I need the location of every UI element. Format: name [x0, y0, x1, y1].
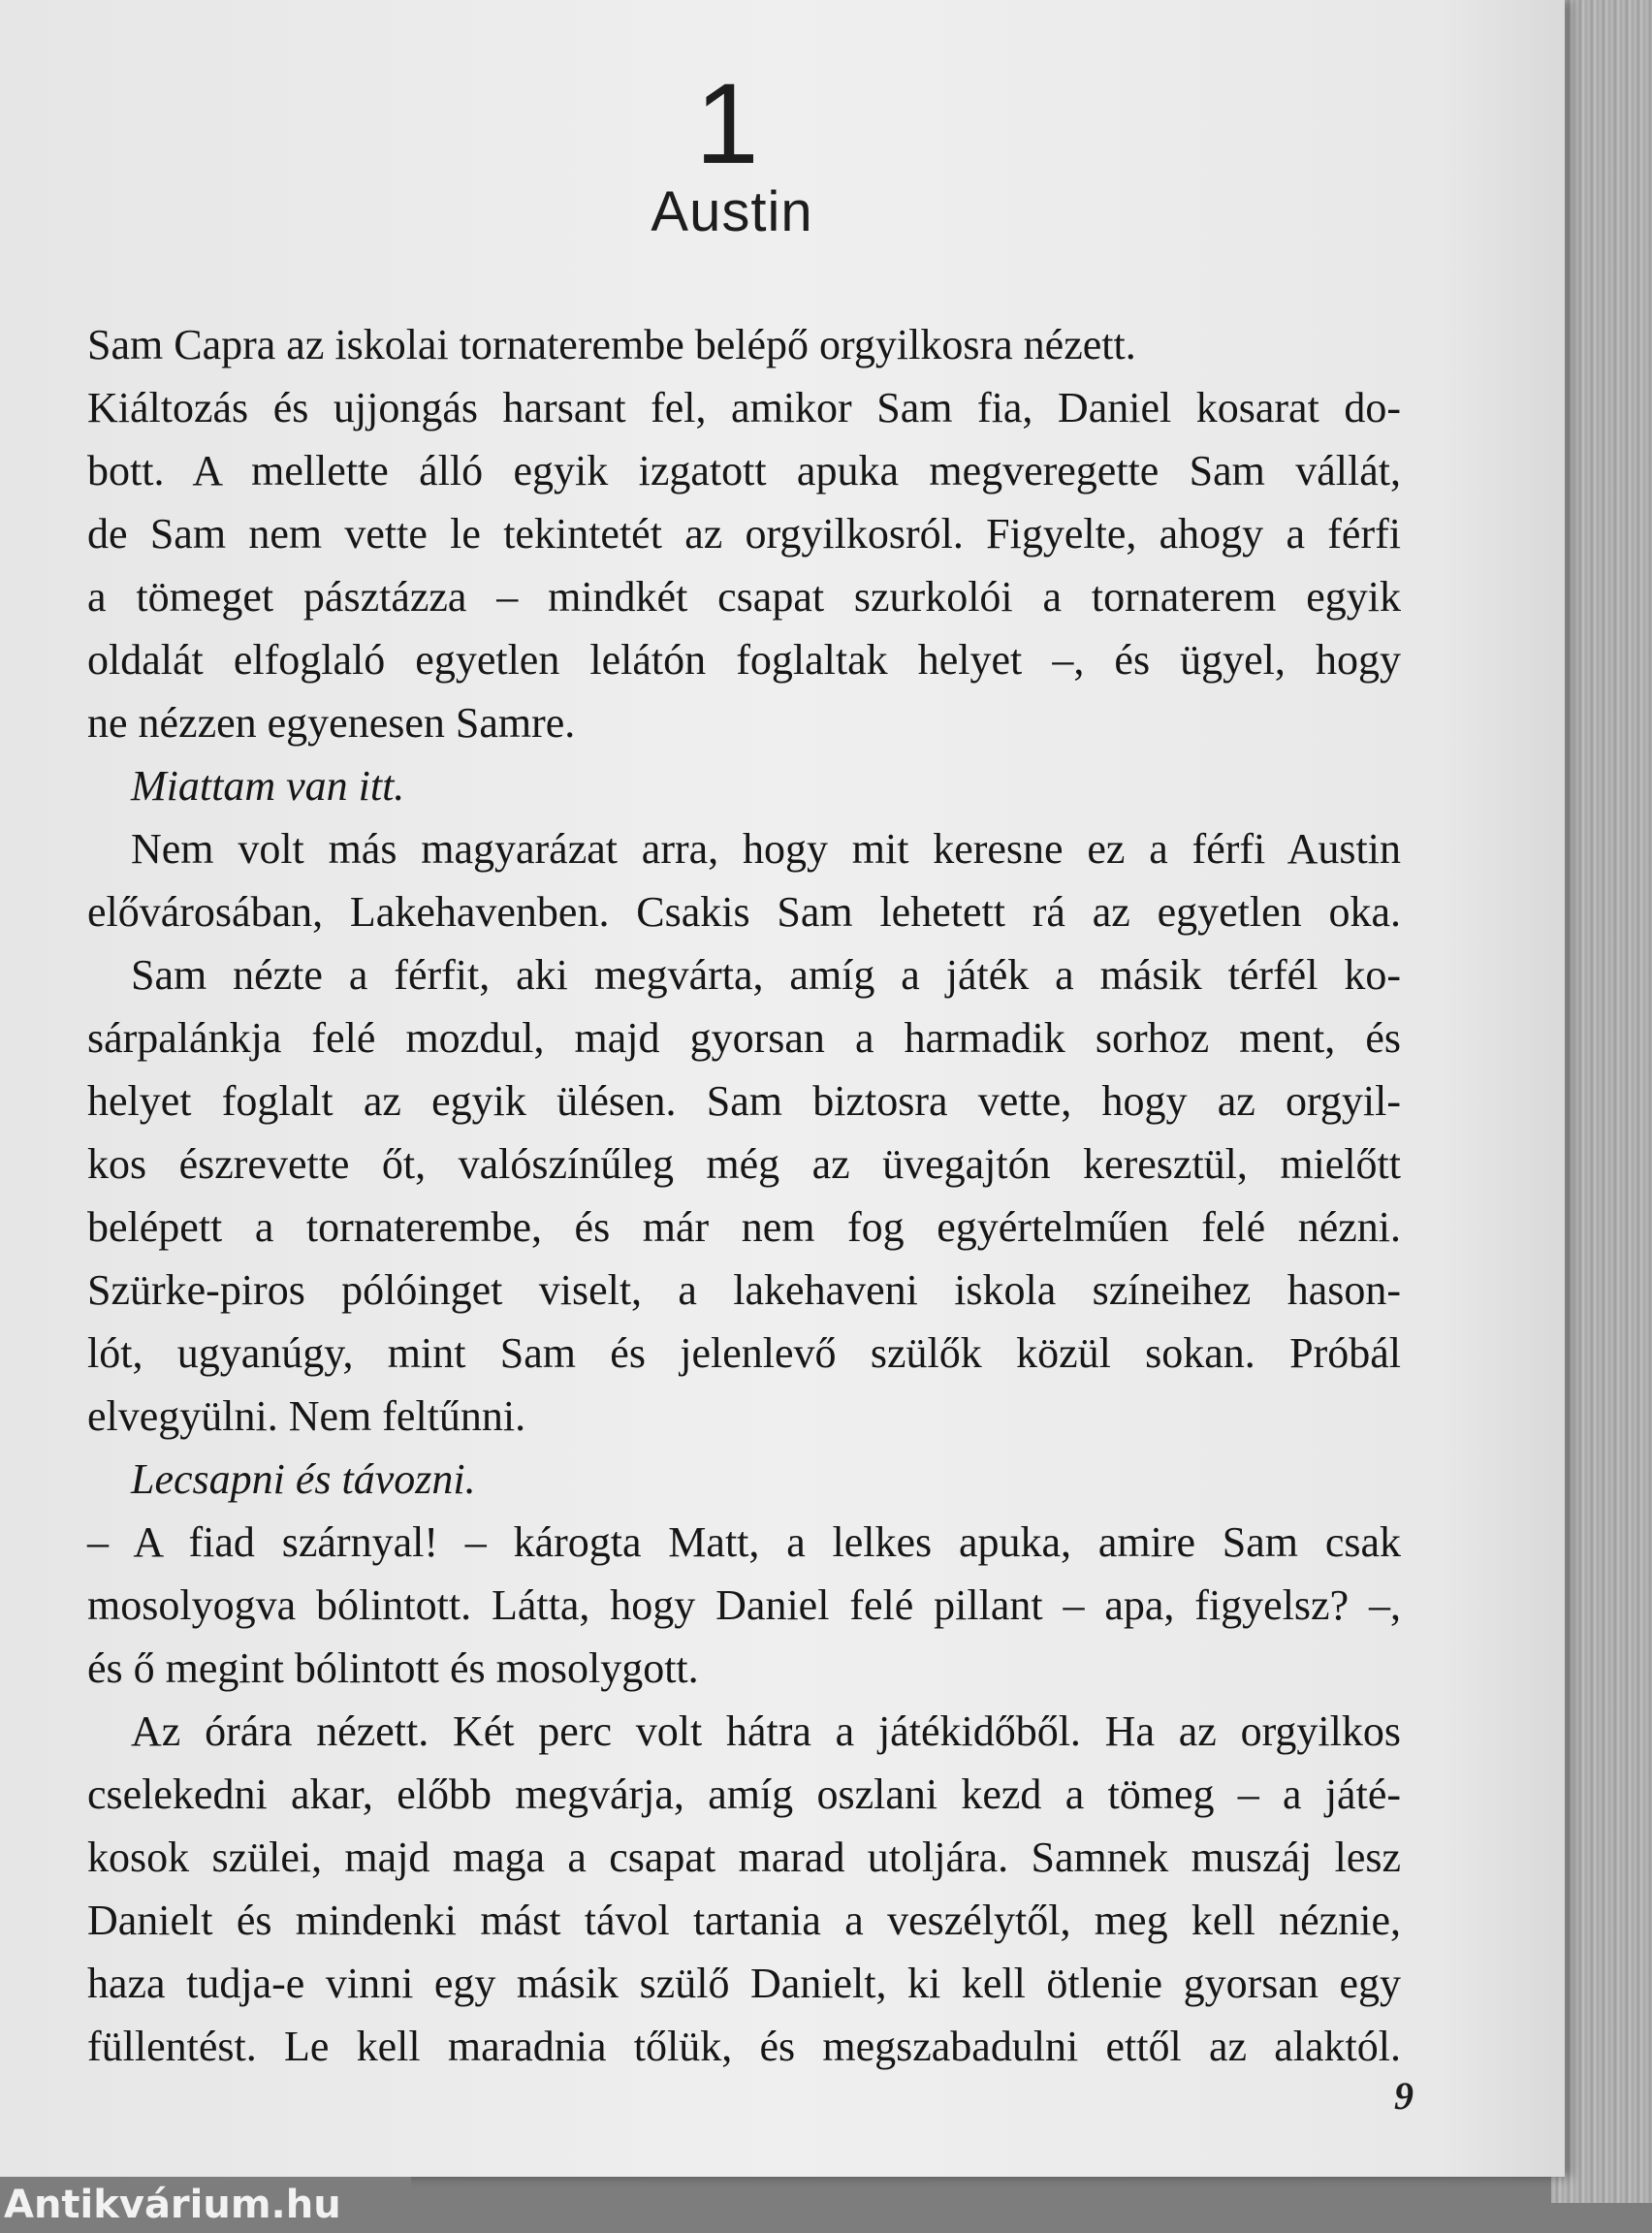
watermark: Antikvárium.hu	[0, 2177, 411, 2203]
text-line: Sam nézte a férfit, aki megvárta, amíg a játék a másik térfél ko-	[131, 951, 1401, 999]
text-line: cselekedni akar, előbb megvárja, amíg oszlani kezd a tömeg – a játé-	[87, 1770, 1401, 1818]
text-line: a tömeget pásztázza – mindkét csapat szurkolói a tornaterem egyik	[87, 573, 1401, 621]
text-line: belépett a tornaterembe, és már nem fog egyértelműen felé nézni.	[87, 1203, 1401, 1251]
text-line: de Sam nem vette le tekintetét az orgyilkosról. Figyelte, ahogy a férfi	[87, 510, 1401, 558]
text-line: oldalát elfoglaló egyetlen lelátón foglaltak helyet –, és ügyel, hogy	[87, 636, 1401, 684]
text-line: és ő megint bólintott és mosolygott.	[87, 1644, 699, 1692]
text-line: mosolyogva bólintott. Látta, hogy Daniel felé pillant – apa, figyelsz? –,	[87, 1581, 1401, 1629]
text-line: elvegyülni. Nem feltűnni.	[87, 1392, 526, 1440]
text-line: ne nézzen egyenesen Samre.	[87, 699, 576, 747]
page-number: 9	[1394, 2074, 1414, 2118]
text-line: kosok szülei, majd maga a csapat marad utoljára. Samnek muszáj lesz	[87, 1834, 1401, 1881]
text-line: kos észrevette őt, valószínűleg még az üvegajtón keresztül, mielőtt	[87, 1140, 1401, 1188]
text-line: Lecsapni és távozni.	[131, 1455, 476, 1503]
text-line: Danielt és mindenki mást távol tartania a veszélytől, meg kell néznie,	[87, 1897, 1401, 1944]
text-line: elővárosában, Lakehavenben. Csakis Sam lehetett rá az egyetlen oka.	[87, 888, 1401, 936]
text-line: haza tudja-e vinni egy másik szülő Danielt, ki kell ötlenie gyorsan egy	[87, 1960, 1401, 2007]
text-line: Az órára nézett. Két perc volt hátra a játékidőből. Ha az orgyilkos	[131, 1707, 1401, 1755]
chapter-title: Austin	[651, 180, 813, 243]
text-line: Miattam van itt.	[131, 762, 405, 810]
chapter-body-text	[87, 313, 1401, 2078]
text-line: Nem volt más magyarázat arra, hogy mit keresne ez a férfi Austin	[131, 825, 1401, 873]
book-spine-edge	[1551, 0, 1652, 2203]
text-line: lót, ugyanúgy, mint Sam és jelenlevő szülők közül sokan. Próbál	[87, 1329, 1401, 1377]
text-line: Kiáltozás és ujjongás harsant fel, amikor Sam fia, Daniel kosarat do-	[87, 384, 1401, 431]
text-line: Sam Capra az iskolai tornaterembe belépő orgyilkosra nézett.	[87, 321, 1136, 368]
text-line: sárpalánkja felé mozdul, majd gyorsan a harmadik sorhoz ment, és	[87, 1014, 1401, 1062]
text-line: bott. A mellette álló egyik izgatott apuka megveregette Sam vállát,	[87, 447, 1401, 494]
text-line: – A fiad szárnyal! – károgta Matt, a lelkes apuka, amire Sam csak	[87, 1518, 1401, 1566]
text-line: helyet foglalt az egyik ülésen. Sam biztosra vette, hogy az orgyil-	[87, 1077, 1401, 1125]
chapter-number: 1	[695, 60, 759, 188]
text-line: Szürke-piros pólóinget viselt, a lakehaveni iskola színeihez hason-	[87, 1266, 1401, 1314]
text-line: füllentést. Le kell maradnia tőlük, és megszabadulni ettől az alaktól.	[87, 2023, 1401, 2070]
